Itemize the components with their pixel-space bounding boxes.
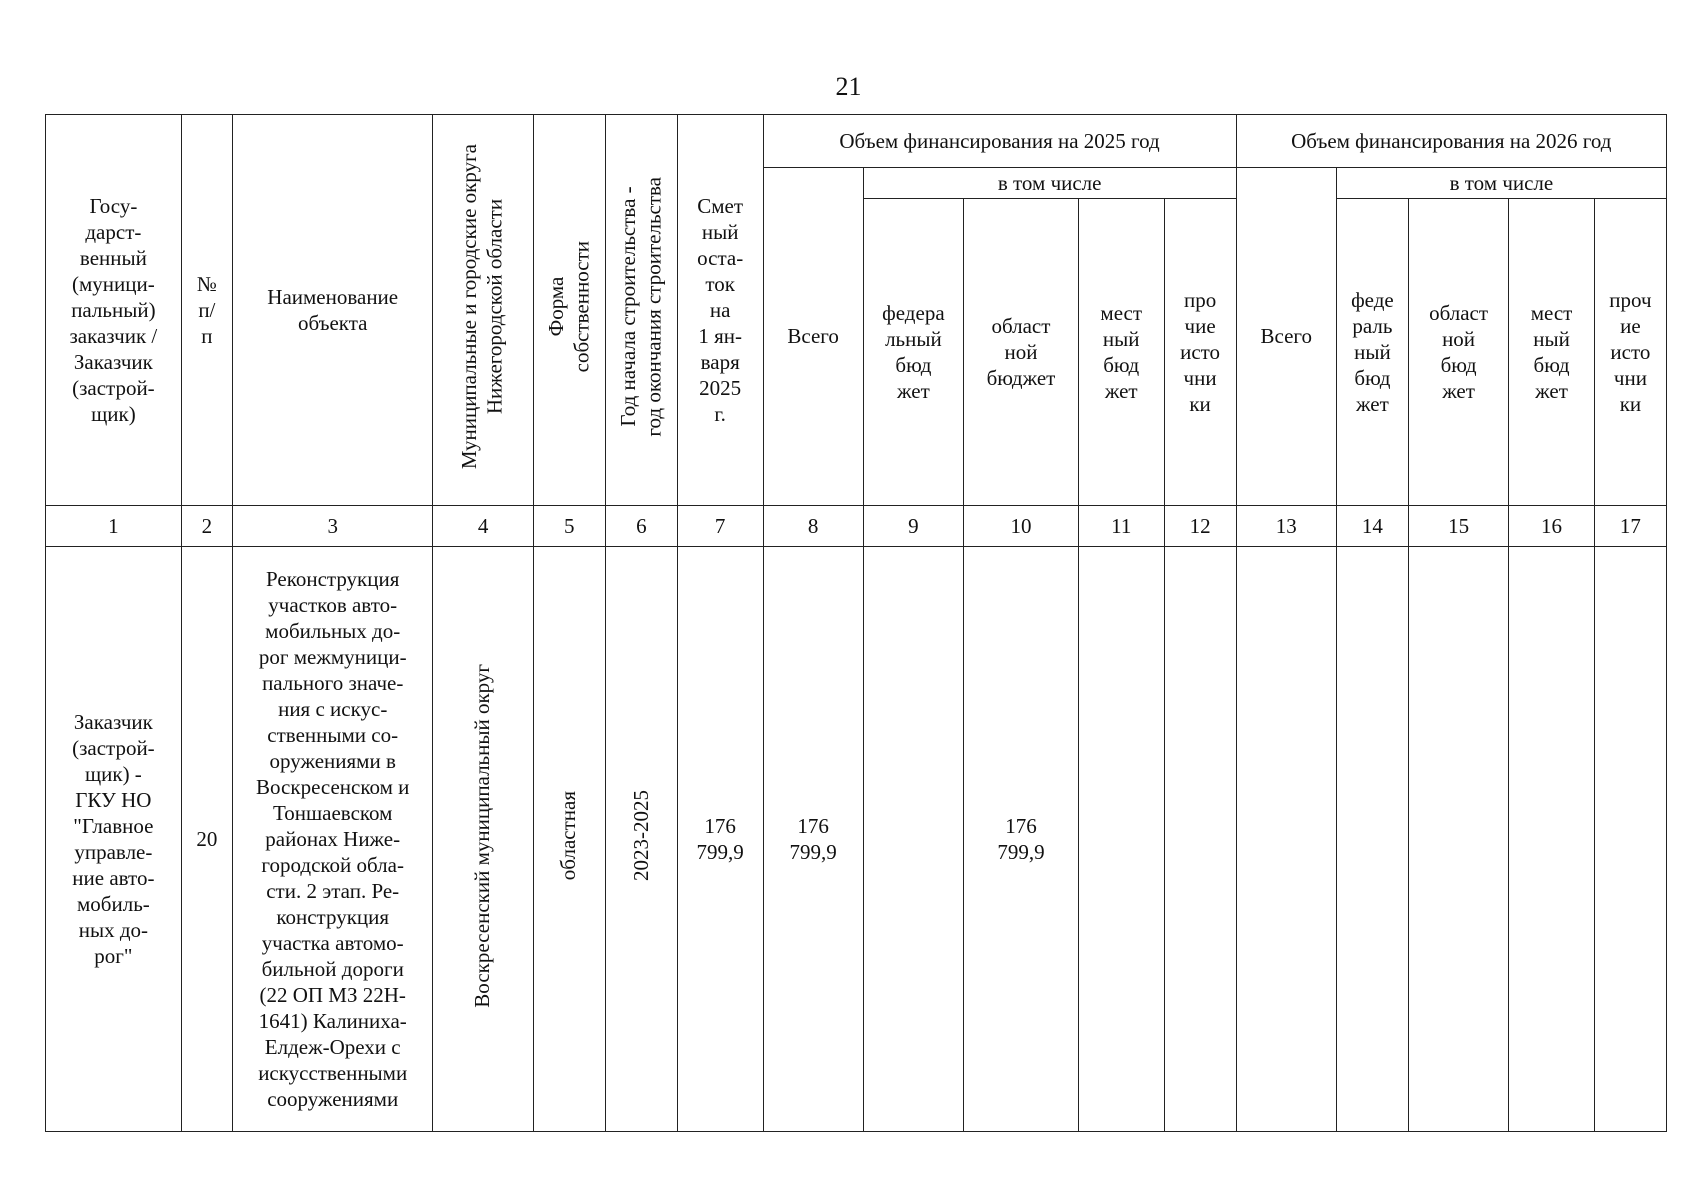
column-number: 9	[863, 506, 963, 547]
header-other-2025: про чие исто чни ки	[1164, 199, 1236, 506]
cell-regional-2025: 176 799,9	[964, 547, 1079, 1132]
header-including-2025: в том числе	[863, 168, 1236, 199]
cell-other-2025	[1164, 547, 1236, 1132]
header-local-2025: мест ный бюд жет	[1078, 199, 1164, 506]
cell-federal-2025	[863, 547, 963, 1132]
column-number: 10	[964, 506, 1079, 547]
column-number: 1	[46, 506, 182, 547]
column-number: 17	[1594, 506, 1666, 547]
header-including-2026: в том числе	[1336, 168, 1666, 199]
column-number: 2	[181, 506, 232, 547]
cell-ownership: областная	[533, 547, 605, 1132]
header-financing-2026: Объем финансирования на 2026 год	[1236, 115, 1666, 168]
column-number: 12	[1164, 506, 1236, 547]
column-number: 8	[763, 506, 863, 547]
header-federal-2025: федера льный бюд жет	[863, 199, 963, 506]
cell-object-name: Реконструкция участков авто- мобильных до- рог межмуници- пального значе- ния с искус- ственными со- оружениями в Воскресенском и Тоншаевском районах Ниже- городской обла- сти. 2 этап. Ре- конструкция участка автомо- бильной дороги (22 ОП МЗ 22Н- 1641) Калиниха- Елдеж-Орехи с искусственными сооружениями	[232, 547, 433, 1132]
column-number: 5	[533, 506, 605, 547]
column-number: 13	[1236, 506, 1336, 547]
header-local-2026: мест ный бюд жет	[1509, 199, 1595, 506]
column-number: 7	[677, 506, 763, 547]
header-construction-years: Год начала строительства - год окончания строительства	[605, 115, 677, 506]
cell-total-2025: 176 799,9	[763, 547, 863, 1132]
header-municipality: Муниципальные и городские округа Нижегородской области	[433, 115, 533, 506]
cell-municipality: Воскресенский муниципальный округ	[433, 547, 533, 1132]
header-federal-2026: феде раль ный бюд жет	[1336, 199, 1408, 506]
header-total-2026: Всего	[1236, 168, 1336, 506]
cell-customer: Заказчик (застрой- щик) - ГКУ НО "Главное управле- ние авто- мобиль- ных до- рог"	[46, 547, 182, 1132]
table-row	[46, 547, 1667, 1132]
cell-regional-2026	[1408, 547, 1508, 1132]
column-number-row	[46, 506, 1667, 547]
column-number: 11	[1078, 506, 1164, 547]
header-ownership: Форма собственности	[533, 115, 605, 506]
header-regional-2025: област ной бюджет	[964, 199, 1079, 506]
cell-total-2026	[1236, 547, 1336, 1132]
column-number: 3	[232, 506, 433, 547]
header-financing-2025: Объем финансирования на 2025 год	[763, 115, 1236, 168]
cell-estimated-balance: 176 799,9	[677, 547, 763, 1132]
cell-local-2026	[1509, 547, 1595, 1132]
column-number: 15	[1408, 506, 1508, 547]
column-number: 6	[605, 506, 677, 547]
funding-table	[45, 114, 1667, 1132]
header-object-name: Наименование объекта	[232, 115, 433, 506]
header-regional-2026: област ной бюд жет	[1408, 199, 1508, 506]
header-estimated-balance: Смет ный оста- ток на 1 ян- варя 2025 г.	[677, 115, 763, 506]
cell-federal-2026	[1336, 547, 1408, 1132]
header-customer: Госу- дарст- венный (муници- пальный) заказчик / Заказчик (застрой- щик)	[46, 115, 182, 506]
page-number: 21	[835, 72, 862, 101]
header-other-2026: проч ие исто чни ки	[1594, 199, 1666, 506]
column-number: 4	[433, 506, 533, 547]
header-total-2025: Всего	[763, 168, 863, 506]
cell-other-2026	[1594, 547, 1666, 1132]
cell-local-2025	[1078, 547, 1164, 1132]
column-number: 16	[1509, 506, 1595, 547]
column-number: 14	[1336, 506, 1408, 547]
cell-number: 20	[181, 547, 232, 1132]
header-number: № п/ п	[181, 115, 232, 506]
cell-construction-years: 2023-2025	[605, 547, 677, 1132]
